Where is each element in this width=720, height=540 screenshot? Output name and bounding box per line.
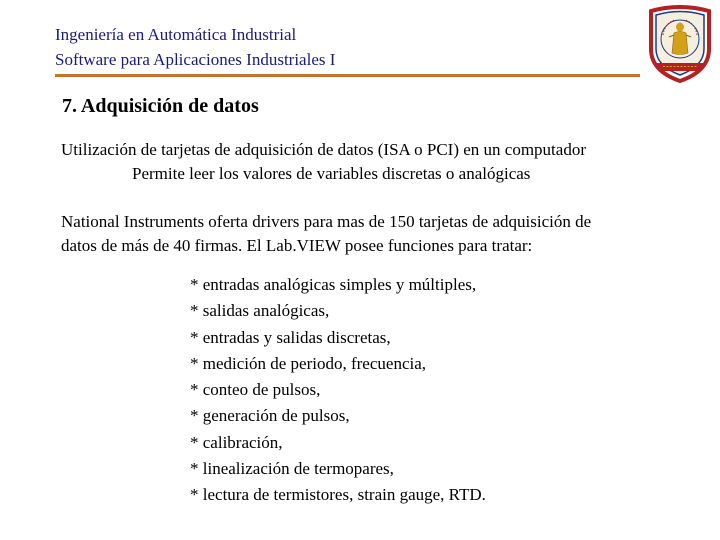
list-item: * conteo de pulsos, [190, 380, 321, 400]
list-item: * salidas analógicas, [190, 301, 330, 321]
list-item: * entradas y salidas discretas, [190, 327, 391, 347]
list-item: * lectura de termistores, strain gauge, RTD. [190, 485, 486, 505]
labview-functions-list [190, 272, 486, 509]
list-item: * entradas analógicas simples y múltiples, [190, 275, 477, 294]
slide-header [55, 22, 335, 72]
list-item: * linealización de termopares, [190, 459, 394, 479]
paragraph-ni-drivers-line2: datos de más de 40 firmas. El Lab.VIEW posee funciones para tratar: [61, 236, 533, 255]
list-item: * generación de pulsos, [190, 406, 350, 426]
paragraph-daq-cards: Utilización de tarjetas de adquisición de datos (ISA o PCI) en un computador [61, 140, 586, 159]
course-program-title: Ingeniería en Automática Industrial [55, 25, 297, 44]
list-item: * medición de periodo, frecuencia, [190, 353, 427, 373]
course-subject-title: Software para Aplicaciones Industriales I [55, 50, 336, 69]
university-seal-icon [645, 5, 715, 83]
section-title: 7. Adquisición de datos [62, 95, 259, 117]
header-divider [55, 74, 640, 77]
list-item: * calibración, [190, 432, 283, 452]
paragraph-read-variables: Permite leer los valores de variables discretas o analógicas [132, 164, 531, 183]
paragraph-ni-drivers-line1: National Instruments oferta drivers para mas de 150 tarjetas de adquisición de [61, 212, 592, 231]
